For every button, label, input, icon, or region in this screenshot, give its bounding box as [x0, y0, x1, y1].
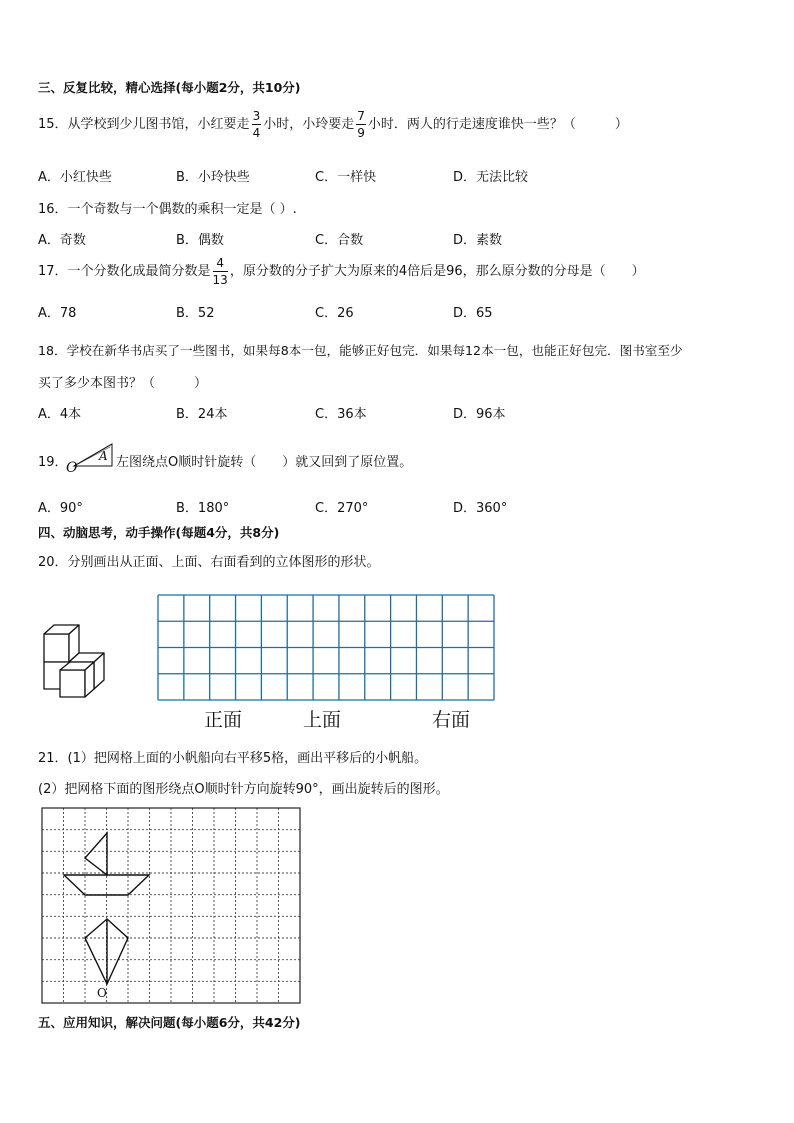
q16-option-d: D．素数 [453, 233, 503, 248]
question-18-line-2: 买了多少本图书？（ ） [38, 376, 208, 391]
q17-option-c: C．26 [315, 306, 354, 321]
question-15 [38, 110, 628, 139]
q15-frac1-numerator: 3 [252, 109, 261, 123]
q15-frac1-denominator: 4 [252, 126, 261, 140]
q18-option-b: B．24本 [176, 407, 228, 422]
q15-option-d: D．无法比较 [453, 170, 529, 185]
label-front-view: 正面 [204, 709, 243, 731]
q17-frac-numerator: 4 [213, 257, 228, 272]
cube-solid-figure [40, 622, 110, 700]
q17-fraction [213, 257, 228, 286]
q15-option-b: B．小玲快些 [176, 170, 250, 185]
q18-option-c: C．36本 [315, 407, 367, 422]
q16-option-a: A．奇数 [38, 233, 86, 248]
view-drawing-grid[interactable] [157, 594, 495, 701]
q17-text-b: ，原分数的分子扩大为原来的4倍后是96，那么原分数的分母是（ ） [229, 264, 645, 279]
q19-option-b: B．180° [176, 501, 230, 516]
q15-frac2-denominator: 9 [357, 126, 365, 140]
q16-option-c: C．合数 [315, 233, 364, 248]
q15-fraction-2 [356, 110, 366, 139]
q18-option-d: D．96本 [453, 407, 506, 422]
q15-text-b: 小时，小玲要走 [263, 117, 355, 132]
section-5-title: 五、应用知识，解决问题(每小题6分，共42分) [38, 1015, 301, 1030]
question-17 [38, 257, 645, 286]
question-21-part-1: 21．(1）把网格上面的小帆船向右平移5格，画出平移后的小帆船。 [38, 751, 428, 766]
q17-option-b: B．52 [176, 306, 215, 321]
q15-text-a: 从学校到少儿图书馆，小红要走 [67, 117, 250, 132]
label-top-view: 上面 [303, 709, 342, 731]
question-18-line-1: 18．学校在新华书店买了一些图书，如果每8本一包，能够正好包完．如果每12本一包，也能正好包完．图书室至少 [38, 343, 683, 358]
question-16: 16．一个奇数与一个偶数的乘积一定是（ ）. [38, 202, 297, 217]
q19-option-c: C．270° [315, 501, 369, 516]
question-19: 左图绕点O顺时针旋转（ ）就又回到了原位置。 [116, 455, 413, 470]
point-o-label: O [66, 460, 78, 473]
q15-frac2-numerator: 7 [357, 109, 365, 123]
q17-option-a: A．78 [38, 306, 77, 321]
q17-frac-denominator: 13 [212, 273, 228, 287]
q15-text-c: 小时．两人的行走速度谁快一些？（ ） [367, 117, 628, 132]
q19-number: 19． [38, 455, 68, 470]
question-20: 20．分别画出从正面、上面、右面看到的立体图形的形状。 [38, 555, 380, 570]
q15-option-c: C．一样快 [315, 170, 377, 185]
transformation-grid[interactable] [41, 807, 303, 1005]
q15-option-a: A．小红快些 [38, 170, 112, 185]
question-21-part-2: (2）把网格下面的图形绕点O顺时针方向旋转90°，画出旋转后的图形。 [38, 782, 449, 797]
q19-option-a: A．90° [38, 501, 83, 516]
section-4-title: 四、动脑思考，动手操作(每题4分，共8分) [38, 525, 280, 540]
q19-option-d: D．360° [453, 501, 508, 516]
section-3-title: 三、反复比较，精心选择(每小题2分，共10分) [38, 80, 301, 95]
label-right-view: 右面 [432, 709, 471, 731]
q17-option-d: D．65 [453, 306, 493, 321]
q16-option-b: B．偶数 [176, 233, 224, 248]
q18-option-a: A．4本 [38, 407, 82, 422]
point-o-label-grid: O [97, 986, 107, 1000]
kite-shape [85, 919, 128, 984]
q15-fraction-1 [252, 110, 262, 139]
q15-number: 15． [38, 117, 68, 132]
q17-text-a: 17．一个分数化成最简分数是 [38, 264, 211, 279]
rotation-triangle-figure [66, 439, 116, 473]
point-a-label: A [99, 449, 108, 463]
